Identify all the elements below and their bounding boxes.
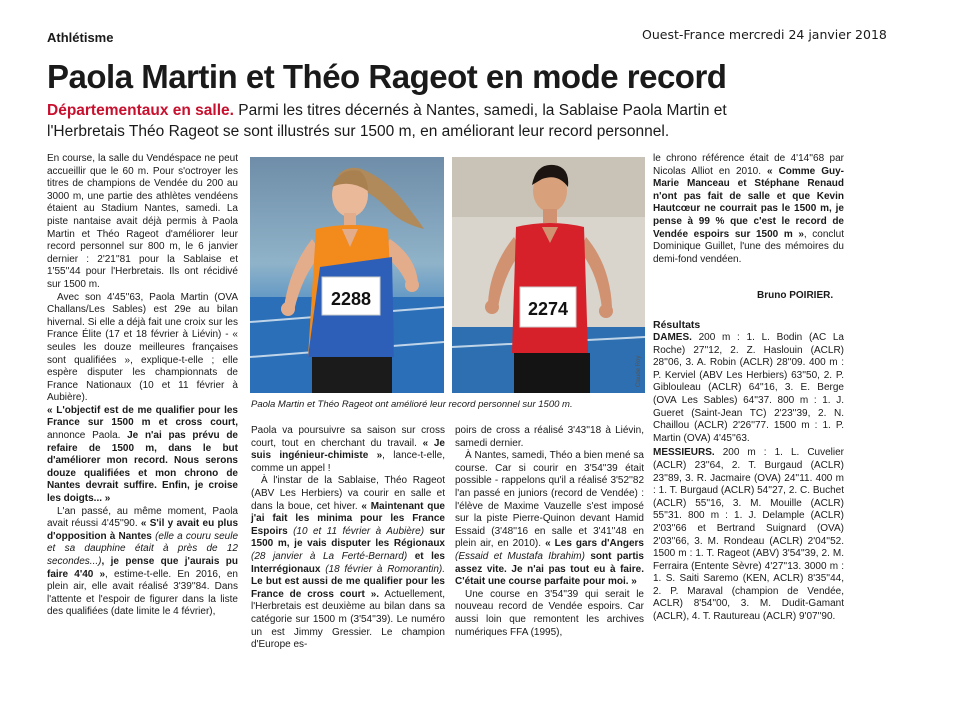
byline: Bruno POIRIER. [757,290,834,301]
article-title: Paola Martin et Théo Rageot en mode record [47,58,727,95]
photo-credit: Claude Roy [636,355,642,387]
paragraph: poirs de cross a réalisé 3'43''18 à Liévin, samedi dernier. [455,425,644,449]
source-line: Ouest-France mercredi 24 janvier 2018 [642,27,887,42]
section-label: Athlétisme [47,30,114,45]
photo-paola-martin [250,157,444,393]
photo-theo-rageot [452,157,645,393]
photo-caption: Paola Martin et Théo Rageot ont amélioré leur record personnel sur 1500 m. [251,399,573,410]
paragraph: En course, la salle du Vendéspace ne peut accueillir que le 60 m. Pour s'octroyer les titres de champions de Vendée du 200 au 3000 m, une partie des athlètes vendéens étaient au Stadium Nantes, samedi. La piste nantaise avait déjà permis à Paola Martin et Théo Rageot d'améliorer leur record personnel sur 800 m, le 6 janvier dernier : 2'21''81 pour la Sablaise et 1'55''44 pour l'Herbretais. Ils ont récidivé sur 1500 m. [47,153,238,290]
article-lead [47,100,747,142]
article-column-1 [47,153,238,619]
results-women: DAMES. 200 m : 1. L. Bodin (AC La Roche) 27''12, 2. Z. Haslouin (ACLR) 28''06, 3. A. Robin (ACLR) 28''09. 400 m : P. Kerviel (ABV Les Herbiers) 63''50, 2. P. Giblouleau (ACLR) 64''16, 3. E. Berge (OVA Les Sables) 64''37. 800 m : 1. J. Gueret (Saint-Jean TC) 2'23''39, 2. N. Chaillou (ACLR) 2'26''77. 1500 m : 1. P. Martin (OVA) 4'45''63. [653,332,844,444]
paragraph: le chrono référence était de 4'14''68 par Nicolas Alliot en 2010. « Comme Guy-Marie Manceau et Stéphane Renaud n'ont pas fait de salle et que Kevin Hautcœur ne courrait pas le 1500 m, je pense à 99 % que c'est le record de Vendée espoirs sur 1500 m », conclut Dominique Guillet, l'une des mémoires du demi-fond vendéen. [653,153,845,265]
paragraph: Avec son 4'45''63, Paola Martin (OVA Challans/Les Sables) est 29e au bilan hivernal. Si elle a déjà fait une croix sur les France Élite (17 et 18 février à Liévin) - « seules les douze meilleures françaises sont qualifiées », explique-t-elle ; elle espère disputer les championnats de France Nationaux (10 et 11 février à Aubière). [47,291,238,404]
lead-kicker: Départementaux en salle. [47,102,234,119]
paragraph: « L'objectif est de me qualifier pour les France sur 1500 m et cross court, annonce Paola. Je n'ai pas prévu de refaire de 1500 m, dans le but d'améliorer mon record. Nous serons douze qualifiées et mon chrono de Nantes devrait suffire. Enfin, je croise les doigts... » [47,404,238,505]
article-column-3 [455,425,644,639]
results-men: MESSIEURS. 200 m : 1. L. Cuvelier (ACLR) 23''64, 2. T. Burgaud (ACLR) 23''89, 3. R. Jacmaire (OVA) 24''11. 400 m : 1. T. Burgaud (ACLR) 54''27, 2. C. Buchet (ACLR) 55''16, 3. M. Mouille (ACLR) 55''31. 800 m : 1. J. Delample (ACLR) 2'03''66 et Bertrand Suignard (OVA) 2'03''66, 3. M. Rondeau (ACLR) 2'04''52. 1500 m : 1. T. Rageot (ABV) 3'54''39, 2. M. Ferraira (Entente Sèvre) 4'27''13. 3000 m : 1. S. Saiti Saremo (KEN, ACLR) 8'35''44, 2. P. Maraval (champion de Vendée, ACLR) 8'54''00, 3. M. Dudit-Gamant (ACLR), 4. T. Rautureau (ACLR) 9'07''90. [653,447,844,623]
results-title: Résultats [653,319,701,331]
paragraph: Paola va poursuivre sa saison sur cross court, tout en cherchant du travail. « Je suis ingénieur-chimiste », lance-t-elle, comme un appel ! [251,425,445,474]
paragraph: L'an passé, au même moment, Paola avait réussi 4'45''90. « S'il y avait eu plus d'opposition à Nantes (elle a couru seule et sa dauphine était à près de 12 secondes...), je pense que j'aurais pu faire 4'40 », estime-t-elle. En 2016, en plein air, elle avait réalisé 3'39''84. Dans l'attente et l'espoir de figurer dans la liste des qualifiées (date limite le 4 février), [47,505,239,618]
lead-text: Parmi les titres décernés à Nantes, samedi, la Sablaise Paola Martin et l'Herbretais Théo Rageot se sont illustrés sur 1500 m, en améliorant leur record personnel. [47,102,727,140]
article-column-2 [251,425,445,652]
paragraph: Une course en 3'54''39 qui serait le nouveau record de Vendée espoirs. Car aussi loin que remontent les archives numériques FFA (1995), [455,588,644,638]
paragraph: À l'instar de la Sablaise, Théo Rageot (ABV Les Herbiers) va courir en salle et dans la boue, cet hiver. « Maintenant que j'ai fait les minima pour les France Espoirs (10 et 11 février à Aubière) sur 1500 m, je vais disputer les Régionaux (28 janvier à La Ferté-Bernard) et les Interrégionaux (18 février à Romorantin). Le but est aussi de me qualifier pour les France de cross court ». Actuellement, l'Herbretais est deuxième au bilan dans sa catégorie sur 1500 m (3'54''39). Le numéro un est Jimmy Gressier. Le champion d'Europe es- [251,475,446,651]
paragraph: À Nantes, samedi, Théo a bien mené sa course. Car si courir en 3'54''39 était possible - rappelons qu'il a réalisé 3'52''82 l'an passé en juniors (record de Vendée) : l'élève de Maxime Vauzelle s'est imposé sur la piste Pierre-Quinon devant Hamid Essaid (3'48''16 en salle et 3'41''48 en plein air, en 2010). « Les gars d'Angers (Essaid et Mustafa Ibrahim) sont partis assez vite. Je n'ai pas tout eu à faire. C'était une course parfaite pour moi. » [455,450,644,588]
right-bib-number: 2274 [527,299,569,319]
results-list [653,332,844,624]
left-bib-number: 2288 [330,289,372,309]
article-column-4 [653,153,844,266]
